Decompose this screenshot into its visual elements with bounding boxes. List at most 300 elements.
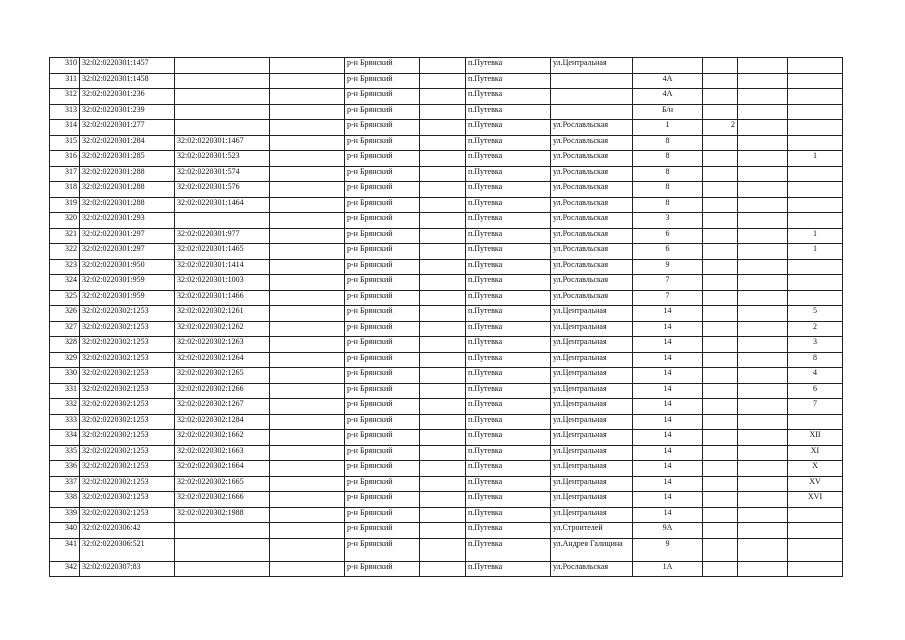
apartment-number-cell	[788, 197, 843, 213]
column-6-cell	[420, 213, 466, 229]
district-cell: р-н Брянский	[345, 430, 420, 446]
settlement-cell: п.Путевка	[466, 104, 551, 120]
column-11-cell	[738, 197, 788, 213]
column-11-cell	[738, 290, 788, 306]
street-cell: ул.Центральная	[551, 58, 633, 74]
sub-cadastral-number-cell	[175, 538, 270, 561]
column-11-cell	[738, 476, 788, 492]
row-number-cell: 317	[50, 166, 80, 182]
street-cell: ул.Рославльская	[551, 166, 633, 182]
row-number-cell: 313	[50, 104, 80, 120]
house-number-cell: Б/н	[633, 104, 703, 120]
street-cell: ул.Центральная	[551, 461, 633, 477]
street-cell: ул.Центральная	[551, 507, 633, 523]
street-cell: ул.Рославльская	[551, 182, 633, 198]
settlement-cell: п.Путевка	[466, 166, 551, 182]
column-4-cell	[270, 151, 345, 167]
apartment-number-cell: 8	[788, 352, 843, 368]
district-cell: р-н Брянский	[345, 368, 420, 384]
district-cell: р-н Брянский	[345, 166, 420, 182]
settlement-cell: п.Путевка	[466, 561, 551, 577]
sub-cadastral-number-cell: 32:02:0220301:1003	[175, 275, 270, 291]
table-row	[50, 244, 843, 260]
column-6-cell	[420, 306, 466, 322]
street-cell: ул.Рославльская	[551, 151, 633, 167]
building-number-cell	[703, 244, 738, 260]
cadastral-number-cell: 32:02:0220301:297	[80, 228, 175, 244]
column-6-cell	[420, 259, 466, 275]
column-6-cell	[420, 399, 466, 415]
settlement-cell: п.Путевка	[466, 383, 551, 399]
street-cell: ул.Центральная	[551, 414, 633, 430]
column-4-cell	[270, 445, 345, 461]
column-6-cell	[420, 368, 466, 384]
house-number-cell: 14	[633, 399, 703, 415]
building-number-cell	[703, 104, 738, 120]
house-number-cell: 3	[633, 213, 703, 229]
row-number-cell: 315	[50, 135, 80, 151]
district-cell: р-н Брянский	[345, 197, 420, 213]
street-cell: ул.Андрея Галицина	[551, 538, 633, 561]
apartment-number-cell	[788, 507, 843, 523]
district-cell: р-н Брянский	[345, 476, 420, 492]
column-4-cell	[270, 523, 345, 539]
column-6-cell	[420, 492, 466, 508]
column-4-cell	[270, 259, 345, 275]
district-cell: р-н Брянский	[345, 182, 420, 198]
building-number-cell	[703, 58, 738, 74]
column-4-cell	[270, 368, 345, 384]
row-number-cell: 321	[50, 228, 80, 244]
street-cell: ул.Центральная	[551, 337, 633, 353]
column-11-cell	[738, 561, 788, 577]
table-row	[50, 538, 843, 561]
building-number-cell	[703, 89, 738, 105]
building-number-cell	[703, 492, 738, 508]
building-number-cell	[703, 561, 738, 577]
building-number-cell	[703, 197, 738, 213]
column-11-cell	[738, 275, 788, 291]
district-cell: р-н Брянский	[345, 73, 420, 89]
column-11-cell	[738, 383, 788, 399]
apartment-number-cell	[788, 538, 843, 561]
building-number-cell	[703, 166, 738, 182]
building-number-cell	[703, 151, 738, 167]
column-4-cell	[270, 197, 345, 213]
column-4-cell	[270, 337, 345, 353]
apartment-number-cell	[788, 213, 843, 229]
column-4-cell	[270, 352, 345, 368]
cadastral-number-cell: 32:02:0220301:285	[80, 151, 175, 167]
building-number-cell	[703, 213, 738, 229]
table-row	[50, 492, 843, 508]
column-4-cell	[270, 182, 345, 198]
house-number-cell: 8	[633, 151, 703, 167]
table-row	[50, 290, 843, 306]
building-number-cell	[703, 352, 738, 368]
column-11-cell	[738, 182, 788, 198]
cadastral-number-cell: 32:02:0220302:1253	[80, 430, 175, 446]
cadastral-number-cell: 32:02:0220301:1457	[80, 58, 175, 74]
district-cell: р-н Брянский	[345, 461, 420, 477]
column-6-cell	[420, 337, 466, 353]
street-cell	[551, 73, 633, 89]
house-number-cell: 4А	[633, 73, 703, 89]
cadastral-number-cell: 32:02:0220302:1253	[80, 414, 175, 430]
column-11-cell	[738, 166, 788, 182]
sub-cadastral-number-cell: 32:02:0220302:1664	[175, 461, 270, 477]
cadastral-number-cell: 32:02:0220302:1253	[80, 445, 175, 461]
building-number-cell	[703, 259, 738, 275]
column-6-cell	[420, 197, 466, 213]
column-6-cell	[420, 228, 466, 244]
apartment-number-cell	[788, 58, 843, 74]
sub-cadastral-number-cell: 32:02:0220302:1265	[175, 368, 270, 384]
sub-cadastral-number-cell	[175, 89, 270, 105]
district-cell: р-н Брянский	[345, 337, 420, 353]
building-number-cell	[703, 321, 738, 337]
cadastral-number-cell: 32:02:0220301:297	[80, 244, 175, 260]
district-cell: р-н Брянский	[345, 228, 420, 244]
street-cell: ул.Центральная	[551, 445, 633, 461]
column-11-cell	[738, 461, 788, 477]
table-row	[50, 383, 843, 399]
column-11-cell	[738, 73, 788, 89]
table-row	[50, 461, 843, 477]
house-number-cell: 6	[633, 244, 703, 260]
settlement-cell: п.Путевка	[466, 476, 551, 492]
house-number-cell: 9А	[633, 523, 703, 539]
house-number-cell: 14	[633, 368, 703, 384]
cadastral-number-cell: 32:02:0220301:959	[80, 275, 175, 291]
column-6-cell	[420, 352, 466, 368]
settlement-cell: п.Путевка	[466, 414, 551, 430]
column-4-cell	[270, 290, 345, 306]
column-11-cell	[738, 538, 788, 561]
building-number-cell	[703, 538, 738, 561]
column-6-cell	[420, 120, 466, 136]
building-number-cell	[703, 368, 738, 384]
building-number-cell	[703, 228, 738, 244]
street-cell: ул.Центральная	[551, 383, 633, 399]
apartment-number-cell	[788, 259, 843, 275]
house-number-cell: 7	[633, 290, 703, 306]
street-cell: ул.Рославльская	[551, 197, 633, 213]
row-number-cell: 319	[50, 197, 80, 213]
street-cell	[551, 89, 633, 105]
house-number-cell: 4А	[633, 89, 703, 105]
settlement-cell: п.Путевка	[466, 445, 551, 461]
settlement-cell: п.Путевка	[466, 58, 551, 74]
house-number-cell: 8	[633, 197, 703, 213]
cadastral-number-cell: 32:02:0220302:1253	[80, 492, 175, 508]
apartment-number-cell: 4	[788, 368, 843, 384]
building-number-cell	[703, 476, 738, 492]
sub-cadastral-number-cell	[175, 104, 270, 120]
street-cell: ул.Центральная	[551, 399, 633, 415]
column-6-cell	[420, 383, 466, 399]
district-cell: р-н Брянский	[345, 290, 420, 306]
row-number-cell: 335	[50, 445, 80, 461]
cadastral-number-cell: 32:02:0220301:950	[80, 259, 175, 275]
table-row	[50, 445, 843, 461]
table-row	[50, 368, 843, 384]
building-number-cell	[703, 275, 738, 291]
district-cell: р-н Брянский	[345, 135, 420, 151]
street-cell: ул.Рославльская	[551, 290, 633, 306]
street-cell: ул.Строителей	[551, 523, 633, 539]
row-number-cell: 328	[50, 337, 80, 353]
building-number-cell	[703, 337, 738, 353]
column-4-cell	[270, 166, 345, 182]
table-row	[50, 58, 843, 74]
settlement-cell: п.Путевка	[466, 337, 551, 353]
settlement-cell: п.Путевка	[466, 523, 551, 539]
district-cell: р-н Брянский	[345, 523, 420, 539]
column-6-cell	[420, 135, 466, 151]
row-number-cell: 326	[50, 306, 80, 322]
apartment-number-cell	[788, 290, 843, 306]
row-number-cell: 318	[50, 182, 80, 198]
apartment-number-cell: 1	[788, 244, 843, 260]
column-4-cell	[270, 275, 345, 291]
settlement-cell: п.Путевка	[466, 538, 551, 561]
sub-cadastral-number-cell: 32:02:0220302:1262	[175, 321, 270, 337]
column-4-cell	[270, 89, 345, 105]
table-row	[50, 523, 843, 539]
settlement-cell: п.Путевка	[466, 213, 551, 229]
cadastral-number-cell: 32:02:0220302:1253	[80, 337, 175, 353]
district-cell: р-н Брянский	[345, 507, 420, 523]
house-number-cell: 1А	[633, 561, 703, 577]
row-number-cell: 324	[50, 275, 80, 291]
row-number-cell: 323	[50, 259, 80, 275]
sub-cadastral-number-cell: 32:02:0220302:1263	[175, 337, 270, 353]
house-number-cell: 14	[633, 337, 703, 353]
district-cell: р-н Брянский	[345, 414, 420, 430]
building-number-cell	[703, 182, 738, 198]
apartment-number-cell	[788, 104, 843, 120]
column-4-cell	[270, 120, 345, 136]
row-number-cell: 334	[50, 430, 80, 446]
column-11-cell	[738, 368, 788, 384]
house-number-cell: 14	[633, 306, 703, 322]
settlement-cell: п.Путевка	[466, 461, 551, 477]
row-number-cell: 310	[50, 58, 80, 74]
apartment-number-cell	[788, 275, 843, 291]
table-row	[50, 73, 843, 89]
building-number-cell	[703, 507, 738, 523]
column-4-cell	[270, 476, 345, 492]
table-row	[50, 120, 843, 136]
building-number-cell	[703, 414, 738, 430]
column-4-cell	[270, 561, 345, 577]
apartment-number-cell: 7	[788, 399, 843, 415]
street-cell: ул.Рославльская	[551, 120, 633, 136]
table-row	[50, 399, 843, 415]
sub-cadastral-number-cell: 32:02:0220302:1665	[175, 476, 270, 492]
column-11-cell	[738, 492, 788, 508]
sub-cadastral-number-cell: 32:02:0220302:1662	[175, 430, 270, 446]
apartment-number-cell: X	[788, 461, 843, 477]
row-number-cell: 341	[50, 538, 80, 561]
apartment-number-cell: 3	[788, 337, 843, 353]
settlement-cell: п.Путевка	[466, 368, 551, 384]
sub-cadastral-number-cell: 32:02:0220302:1663	[175, 445, 270, 461]
column-4-cell	[270, 383, 345, 399]
column-4-cell	[270, 73, 345, 89]
sub-cadastral-number-cell: 32:02:0220301:1465	[175, 244, 270, 260]
settlement-cell: п.Путевка	[466, 507, 551, 523]
district-cell: р-н Брянский	[345, 244, 420, 260]
house-number-cell: 8	[633, 166, 703, 182]
settlement-cell: п.Путевка	[466, 73, 551, 89]
house-number-cell: 14	[633, 321, 703, 337]
apartment-number-cell	[788, 166, 843, 182]
row-number-cell: 316	[50, 151, 80, 167]
district-cell: р-н Брянский	[345, 120, 420, 136]
district-cell: р-н Брянский	[345, 445, 420, 461]
house-number-cell: 14	[633, 476, 703, 492]
column-11-cell	[738, 507, 788, 523]
house-number-cell: 14	[633, 383, 703, 399]
column-11-cell	[738, 399, 788, 415]
district-cell: р-н Брянский	[345, 213, 420, 229]
sub-cadastral-number-cell: 32:02:0220301:1464	[175, 197, 270, 213]
column-11-cell	[738, 321, 788, 337]
column-4-cell	[270, 228, 345, 244]
house-number-cell: 14	[633, 414, 703, 430]
column-6-cell	[420, 151, 466, 167]
apartment-number-cell	[788, 135, 843, 151]
street-cell: ул.Рославльская	[551, 213, 633, 229]
column-11-cell	[738, 151, 788, 167]
cadastral-number-cell: 32:02:0220307:83	[80, 561, 175, 577]
sub-cadastral-number-cell	[175, 120, 270, 136]
row-number-cell: 314	[50, 120, 80, 136]
column-11-cell	[738, 414, 788, 430]
column-6-cell	[420, 166, 466, 182]
sub-cadastral-number-cell: 32:02:0220301:977	[175, 228, 270, 244]
sub-cadastral-number-cell	[175, 523, 270, 539]
district-cell: р-н Брянский	[345, 352, 420, 368]
cadastral-number-cell: 32:02:0220301:293	[80, 213, 175, 229]
row-number-cell: 332	[50, 399, 80, 415]
district-cell: р-н Брянский	[345, 58, 420, 74]
table-row	[50, 104, 843, 120]
column-4-cell	[270, 461, 345, 477]
sub-cadastral-number-cell: 32:02:0220302:1988	[175, 507, 270, 523]
settlement-cell: п.Путевка	[466, 120, 551, 136]
district-cell: р-н Брянский	[345, 151, 420, 167]
building-number-cell	[703, 290, 738, 306]
row-number-cell: 333	[50, 414, 80, 430]
building-number-cell	[703, 306, 738, 322]
cadastral-number-cell: 32:02:0220302:1253	[80, 507, 175, 523]
house-number-cell: 7	[633, 275, 703, 291]
settlement-cell: п.Путевка	[466, 228, 551, 244]
column-11-cell	[738, 352, 788, 368]
district-cell: р-н Брянский	[345, 383, 420, 399]
sub-cadastral-number-cell: 32:02:0220301:523	[175, 151, 270, 167]
cadastral-number-cell: 32:02:0220302:1253	[80, 399, 175, 415]
row-number-cell: 311	[50, 73, 80, 89]
district-cell: р-н Брянский	[345, 561, 420, 577]
table-row	[50, 352, 843, 368]
column-6-cell	[420, 538, 466, 561]
sub-cadastral-number-cell: 32:02:0220301:1467	[175, 135, 270, 151]
row-number-cell: 331	[50, 383, 80, 399]
cadastral-number-cell: 32:02:0220301:284	[80, 135, 175, 151]
sub-cadastral-number-cell: 32:02:0220302:1267	[175, 399, 270, 415]
street-cell: ул.Центральная	[551, 321, 633, 337]
cadastral-number-cell: 32:02:0220302:1253	[80, 476, 175, 492]
table-row	[50, 561, 843, 577]
street-cell: ул.Рославльская	[551, 244, 633, 260]
house-number-cell: 8	[633, 182, 703, 198]
building-number-cell: 2	[703, 120, 738, 136]
district-cell: р-н Брянский	[345, 89, 420, 105]
cadastral-number-cell: 32:02:0220302:1253	[80, 306, 175, 322]
apartment-number-cell: XI	[788, 445, 843, 461]
table-row	[50, 166, 843, 182]
street-cell: ул.Рославльская	[551, 259, 633, 275]
column-6-cell	[420, 58, 466, 74]
column-11-cell	[738, 104, 788, 120]
cadastral-number-cell: 32:02:0220302:1253	[80, 352, 175, 368]
building-number-cell	[703, 461, 738, 477]
house-number-cell: 1	[633, 120, 703, 136]
cadastral-number-cell: 32:02:0220301:1458	[80, 73, 175, 89]
column-4-cell	[270, 414, 345, 430]
row-number-cell: 342	[50, 561, 80, 577]
sub-cadastral-number-cell	[175, 561, 270, 577]
table-row	[50, 89, 843, 105]
column-6-cell	[420, 461, 466, 477]
settlement-cell: п.Путевка	[466, 244, 551, 260]
cadastral-number-cell: 32:02:0220302:1253	[80, 461, 175, 477]
table-row	[50, 213, 843, 229]
row-number-cell: 327	[50, 321, 80, 337]
sub-cadastral-number-cell: 32:02:0220301:1414	[175, 259, 270, 275]
column-6-cell	[420, 414, 466, 430]
cadastral-number-cell: 32:02:0220301:288	[80, 197, 175, 213]
cadastral-number-cell: 32:02:0220301:277	[80, 120, 175, 136]
column-6-cell	[420, 275, 466, 291]
apartment-number-cell: 5	[788, 306, 843, 322]
row-number-cell: 338	[50, 492, 80, 508]
row-number-cell: 329	[50, 352, 80, 368]
street-cell: ул.Центральная	[551, 306, 633, 322]
apartment-number-cell: XII	[788, 430, 843, 446]
apartment-number-cell	[788, 414, 843, 430]
table-row	[50, 476, 843, 492]
sub-cadastral-number-cell	[175, 213, 270, 229]
apartment-number-cell	[788, 120, 843, 136]
apartment-number-cell	[788, 182, 843, 198]
column-11-cell	[738, 89, 788, 105]
table-row	[50, 306, 843, 322]
settlement-cell: п.Путевка	[466, 290, 551, 306]
cadastral-number-cell: 32:02:0220301:239	[80, 104, 175, 120]
house-number-cell: 14	[633, 445, 703, 461]
column-11-cell	[738, 213, 788, 229]
street-cell: ул.Центральная	[551, 368, 633, 384]
column-11-cell	[738, 306, 788, 322]
column-11-cell	[738, 120, 788, 136]
street-cell: ул.Рославльская	[551, 228, 633, 244]
settlement-cell: п.Путевка	[466, 492, 551, 508]
